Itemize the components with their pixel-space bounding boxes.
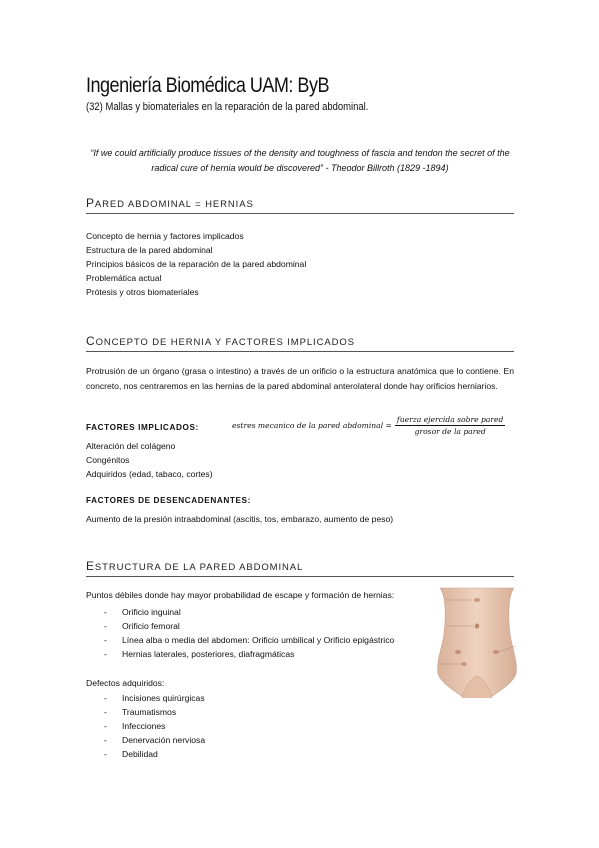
formula-denominator: grosor de la pared: [414, 427, 486, 436]
stress-formula: [232, 415, 505, 436]
bullet-item: [104, 733, 205, 747]
bullet-item: [104, 747, 158, 761]
bullet-item: [104, 619, 180, 633]
factores-heading: FACTORES IMPLICADOS:: [86, 423, 199, 432]
bullet-dash: -: [104, 649, 107, 659]
bullet-item: [104, 691, 205, 705]
factor-item: Adquiridos (edad, tabaco, cortes): [86, 469, 213, 479]
bullet-item: [104, 647, 294, 661]
factor-item: Alteración del colágeno: [86, 441, 176, 451]
abdomen-hernia-figure: [432, 586, 522, 698]
heading-text: STRUCTURA DE LA PARED ABDOMINAL: [94, 562, 304, 573]
heading-text: ONCEPTO DE HERNIA Y FACTORES IMPLICADOS: [95, 337, 355, 348]
heading-initial: P: [86, 196, 95, 210]
bullet-dash: -: [104, 607, 107, 617]
desencadenantes-text: Aumento de la presión intraabdominal (ascitis, tos, embarazo, aumento de peso): [86, 514, 394, 524]
section-heading-concepto: [86, 334, 514, 352]
bullet-item: [104, 605, 181, 619]
toc-item: Problemática actual: [86, 273, 162, 283]
bullet-text: Orificio femoral: [122, 621, 180, 631]
epigraph-quote: “If we could artificially produce tissues of the density and toughness of fascia and tendon the secret of the radical cure of hernia would be discovered” - Theodor Billroth (1829 -1894): [90, 148, 510, 173]
bullet-dash: -: [104, 621, 107, 631]
bullet-text: Orificio inguinal: [122, 607, 181, 617]
bullet-dash: -: [104, 749, 107, 759]
abdomen-illustration: [432, 586, 522, 698]
bullet-dash: -: [104, 721, 107, 731]
formula-fraction: [395, 415, 505, 436]
bullet-dash: -: [104, 707, 107, 717]
bullet-item: [104, 719, 165, 733]
page-title: Ingeniería Biomédica UAM: ByB: [86, 74, 330, 97]
bullet-item: [104, 705, 176, 719]
bullet-text: Debilidad: [122, 749, 158, 759]
puntos-intro: Puntos débiles donde hay mayor probabilidad de escape y formación de hernias:: [86, 590, 395, 600]
bullet-text: Línea alba o media del abdomen: Orificio umbilical y Orificio epigástrico: [122, 635, 395, 645]
bullet-text: Hernias laterales, posteriores, diafragmáticas: [122, 649, 295, 659]
section-heading-pared: [86, 196, 514, 214]
formula-numerator: fuerza ejercida sobre pared: [396, 415, 504, 424]
bullet-text: Infecciones: [122, 721, 166, 731]
bullet-item: [104, 633, 394, 647]
toc-item: Prótesis y otros biomateriales: [86, 287, 199, 297]
heading-initial: E: [86, 559, 95, 573]
bullet-dash: -: [104, 693, 107, 703]
formula-lhs: estres mecanico de la pared abdominal =: [232, 421, 392, 430]
toc-item: Estructura de la pared abdominal: [86, 245, 213, 255]
toc-item: Concepto de hernia y factores implicados: [86, 231, 244, 241]
heading-text: ARED ABDOMINAL = HERNIAS: [94, 199, 254, 210]
bullet-text: Incisiones quirúrgicas: [122, 693, 205, 703]
page-subtitle: (32) Mallas y biomateriales en la reparación de la pared abdominal.: [86, 101, 369, 113]
bullet-dash: -: [104, 635, 107, 645]
factor-item: Congénitos: [86, 455, 130, 465]
heading-initial: C: [86, 334, 96, 348]
desencadenantes-heading: FACTORES DE DESENCADENANTES:: [86, 496, 251, 505]
section-heading-estructura: [86, 559, 514, 577]
bullet-dash: -: [104, 735, 107, 745]
defectos-heading: Defectos adquiridos:: [86, 678, 165, 688]
bullet-text: Denervación nerviosa: [122, 735, 206, 745]
bullet-text: Traumatismos: [122, 707, 177, 717]
toc-item: Principios básicos de la reparación de la pared abdominal: [86, 259, 307, 269]
definition-paragraph: Protrusión de un órgano (grasa o intestino) a través de un orificio o la estructura anatómica que lo contiene. En concreto, nos centraremos en las hernias de la pared abdominal anterolateral donde hay orificios herniarios.: [86, 366, 514, 391]
